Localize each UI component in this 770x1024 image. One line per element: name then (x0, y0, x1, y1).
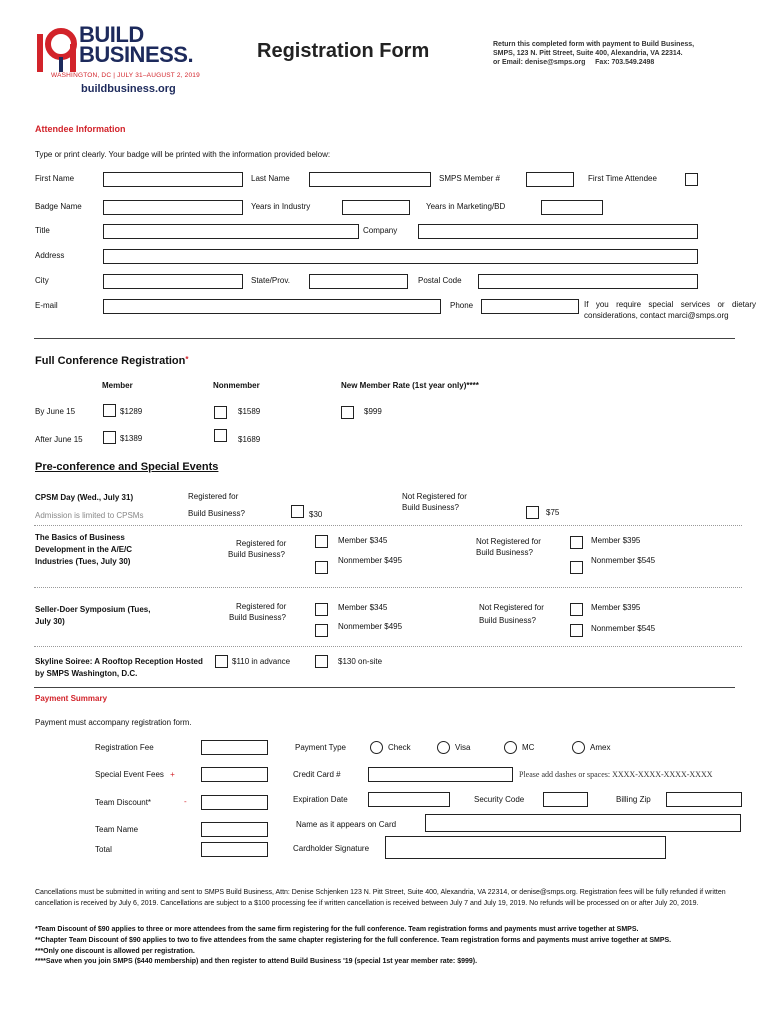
years-marketing-field[interactable] (541, 200, 603, 215)
security-label: Security Code (474, 795, 525, 804)
postal-label: Postal Code (418, 276, 462, 285)
city-label: City (35, 276, 49, 285)
skyline-title: Skyline Soiree: A Rooftop Reception Hosted by SMPS Washington, D.C. (35, 657, 203, 678)
company-field[interactable] (418, 224, 698, 239)
row2-nonmember-checkbox[interactable] (214, 429, 227, 442)
basics-member-notreg-checkbox[interactable] (570, 536, 583, 549)
col-new-member: New Member Rate (1st year only)**** (341, 381, 479, 390)
plus-sign: + (170, 770, 175, 779)
basics-nonmember-notreg-checkbox[interactable] (570, 561, 583, 574)
name-on-card-label: Name as it appears on Card (296, 820, 397, 829)
return-fax: Fax: 703.549.2498 (595, 59, 655, 66)
return-or-label: or (493, 59, 500, 66)
reg-fee-field[interactable] (201, 740, 268, 755)
signature-field[interactable] (385, 836, 666, 859)
badge-name-label: Badge Name (35, 202, 82, 211)
card-number-field[interactable] (368, 767, 513, 782)
footnote-4: ****Save when you join SMPS ($440 membership) and then register to attend Build Business '19 (special 1st year member rate: $999). (35, 958, 478, 965)
cpsm-notreg-line2: Build Business? (402, 503, 459, 512)
basics-member-reg-price: Member $345 (338, 536, 388, 545)
footnote-1: *Team Discount of $90 applies to three or more attendees from the same firm registering for the full conference. Team registration forms and payments must arrive together at SMPS. (35, 926, 639, 933)
cpsm-notreg-price: $75 (546, 508, 560, 517)
seller-nonmember-reg-checkbox[interactable] (315, 624, 328, 637)
expiration-label: Expiration Date (293, 795, 348, 804)
cpsm-reg-line1: Registered for (188, 492, 239, 501)
city-field[interactable] (103, 274, 243, 289)
special-services-note: If you require special services or dietary considerations, contact marci@smps.org (584, 300, 756, 320)
logo (33, 22, 243, 102)
seller-title: Seller-Doer Symposium (Tues, July 30) (35, 605, 151, 626)
minus-sign: - (184, 797, 187, 806)
last-name-label: Last Name (251, 174, 290, 183)
row1-nonmember-checkbox[interactable] (214, 406, 227, 419)
cpsm-title: CPSM Day (Wed., July 31) (35, 493, 134, 502)
payment-divider (34, 687, 735, 688)
signature-label: Cardholder Signature (293, 844, 370, 853)
skyline-onsite-price: $130 on-site (338, 657, 383, 666)
seller-member-notreg-price: Member $395 (591, 603, 641, 612)
row1-nonmember-price: $1589 (238, 407, 261, 416)
row2-nonmember-price: $1689 (238, 435, 261, 444)
special-fees-field[interactable] (201, 767, 268, 782)
row1-new-price: $999 (364, 407, 382, 416)
seller-member-notreg-checkbox[interactable] (570, 603, 583, 616)
cpsm-reg-checkbox[interactable] (291, 505, 304, 518)
reg-fee-label: Registration Fee (95, 743, 154, 752)
footnote-3: ***Only one discount is allowed per registration. (35, 948, 195, 955)
team-discount-field[interactable] (201, 795, 268, 810)
first-time-checkbox[interactable] (685, 173, 698, 186)
company-label: Company (363, 226, 398, 235)
payment-instruction: Payment must accompany registration form. (35, 718, 192, 727)
card-number-hint: Please add dashes or spaces: XXXX-XXXX-XXXX-XXXX (519, 770, 713, 779)
visa-radio[interactable] (437, 741, 450, 754)
special-fees-text: Special Event Fees (95, 770, 164, 779)
team-name-field[interactable] (201, 822, 268, 837)
row2-member-price: $1389 (120, 434, 143, 443)
seller-nonmember-reg-price: Nonmember $495 (338, 622, 403, 631)
row1-member-price: $1289 (120, 407, 143, 416)
seller-nonmember-notreg-checkbox[interactable] (570, 624, 583, 637)
conference-asterisk: * (185, 355, 189, 364)
team-name-label: Team Name (95, 825, 139, 834)
phone-label: Phone (450, 301, 474, 310)
first-name-label: First Name (35, 174, 75, 183)
seller-nonmember-notreg-price: Nonmember $545 (591, 624, 656, 633)
footnote-2: **Chapter Team Discount of $90 applies to two to five attendees from the same chapter registering for the full conference. Team registration forms and payments must arrive together at SMPS. (35, 937, 672, 944)
billing-zip-label: Billing Zip (616, 795, 651, 804)
row1-new-checkbox[interactable] (341, 406, 354, 419)
divider-2 (34, 587, 742, 588)
expiration-field[interactable] (368, 792, 450, 807)
page-title: Registration Form (257, 40, 430, 62)
total-label: Total (95, 845, 112, 854)
row2-label: After June 15 (35, 435, 83, 444)
title-label: Title (35, 226, 50, 235)
cpsm-notreg-line1: Not Registered for (402, 492, 467, 501)
seller-notreg-line2: Build Business? (479, 616, 536, 625)
last-name-field[interactable] (309, 172, 431, 187)
events-heading: Pre-conference and Special Events (35, 461, 219, 473)
basics-reg-line1: Registered for (236, 539, 287, 548)
section-divider (34, 338, 735, 339)
mc-label: MC (522, 743, 535, 752)
attendee-heading: Attendee Information (35, 124, 126, 134)
email-field[interactable] (103, 299, 441, 314)
logo-url: buildbusiness.org (81, 83, 176, 95)
smps-member-field[interactable] (526, 172, 574, 187)
security-field[interactable] (543, 792, 588, 807)
title-field[interactable] (103, 224, 359, 239)
col-nonmember: Nonmember (213, 381, 260, 390)
basics-nonmember-reg-price: Nonmember $495 (338, 556, 403, 565)
basics-member-reg-checkbox[interactable] (315, 535, 328, 548)
state-label: State/Prov. (251, 276, 290, 285)
logo-dateline: WASHINGTON, DC | JULY 31–AUGUST 2, 2019 (51, 72, 200, 79)
basics-notreg-line2: Build Business? (476, 548, 533, 557)
seller-member-reg-checkbox[interactable] (315, 603, 328, 616)
basics-reg-line2: Build Business? (228, 550, 285, 559)
mc-radio[interactable] (504, 741, 517, 754)
basics-title: The Basics of Business Development in the A/E/C Industries (Tues, July 30) (35, 533, 133, 566)
special-fees-label (95, 770, 175, 779)
skyline-advance-price: $110 in advance (232, 657, 291, 666)
state-field[interactable] (309, 274, 408, 289)
visa-label: Visa (455, 743, 471, 752)
divider-1 (34, 525, 742, 526)
card-number-label: Credit Card # (293, 770, 341, 779)
build-business-logo-mark (35, 26, 81, 76)
years-industry-label: Years in Industry (251, 202, 311, 211)
logo-line-1: BUILD (79, 22, 144, 47)
email-label: E-mail (35, 301, 58, 310)
seller-reg-line1: Registered for (236, 602, 287, 611)
row1-label: By June 15 (35, 407, 76, 416)
first-name-field[interactable] (103, 172, 243, 187)
skyline-onsite-checkbox[interactable] (315, 655, 328, 668)
basics-notreg-line1: Not Registered for (476, 537, 541, 546)
years-industry-field[interactable] (342, 200, 410, 215)
logo-line-2: BUSINESS. (79, 42, 194, 67)
cpsm-reg-line2: Build Business? (188, 509, 245, 518)
address-label: Address (35, 251, 65, 260)
conference-heading (35, 355, 188, 367)
return-info-line-2: SMPS, 123 N. Pitt Street, Suite 400, Alexandria, VA 22314. (493, 50, 683, 57)
check-radio[interactable] (370, 741, 383, 754)
total-field[interactable] (201, 842, 268, 857)
amex-radio[interactable] (572, 741, 585, 754)
payment-type-label: Payment Type (295, 743, 346, 752)
row2-member-checkbox[interactable] (103, 431, 116, 444)
conference-heading-text: Full Conference Registration (35, 355, 186, 367)
seller-notreg-line1: Not Registered for (479, 603, 544, 612)
phone-field[interactable] (481, 299, 579, 314)
attendee-instruction: Type or print clearly. Your badge will be printed with the information provided below: (35, 150, 331, 159)
check-label: Check (388, 743, 411, 752)
badge-name-field[interactable] (103, 200, 243, 215)
skyline-advance-checkbox[interactable] (215, 655, 228, 668)
cpsm-notreg-checkbox[interactable] (526, 506, 539, 519)
basics-nonmember-reg-checkbox[interactable] (315, 561, 328, 574)
basics-nonmember-notreg-price: Nonmember $545 (591, 556, 656, 565)
amex-label: Amex (590, 743, 611, 752)
seller-member-reg-price: Member $345 (338, 603, 388, 612)
payment-heading: Payment Summary (35, 694, 108, 703)
divider-3 (34, 646, 742, 647)
first-time-label: First Time Attendee (588, 174, 657, 183)
return-info-line-3 (493, 59, 654, 66)
cpsm-note: Admission is limited to CPSMs (35, 511, 144, 520)
basics-member-notreg-price: Member $395 (591, 536, 641, 545)
smps-member-label: SMPS Member # (439, 174, 500, 183)
team-discount-label: Team Discount* (95, 798, 152, 807)
col-member: Member (102, 381, 133, 390)
row1-member-checkbox[interactable] (103, 404, 116, 417)
return-info-line-1: Return this completed form with payment to Build Business, (493, 41, 695, 48)
seller-reg-line2: Build Business? (229, 613, 286, 622)
cpsm-reg-price: $30 (309, 510, 323, 519)
postal-field[interactable] (478, 274, 698, 289)
address-field[interactable] (103, 249, 698, 264)
cancellation-policy: Cancellations must be submitted in writing and sent to SMPS Build Business, Attn: Denise Schjenken 123 N. Pitt Street, Suite 400, Alexandria, VA 22314, or denise@smps.org. Registration fees will be fully refunded if written cancellation is received by July 6, 2019. Cancellations are subject to a $100 processing fee if written cancellation is received between July 7 and July 19, 2019. No refunds will be processed on or after July 20, 2019. (35, 889, 726, 907)
billing-zip-field[interactable] (666, 792, 742, 807)
name-on-card-field[interactable] (425, 814, 741, 832)
years-marketing-label: Years in Marketing/BD (426, 202, 506, 211)
return-email: Email: denise@smps.org (501, 59, 586, 66)
